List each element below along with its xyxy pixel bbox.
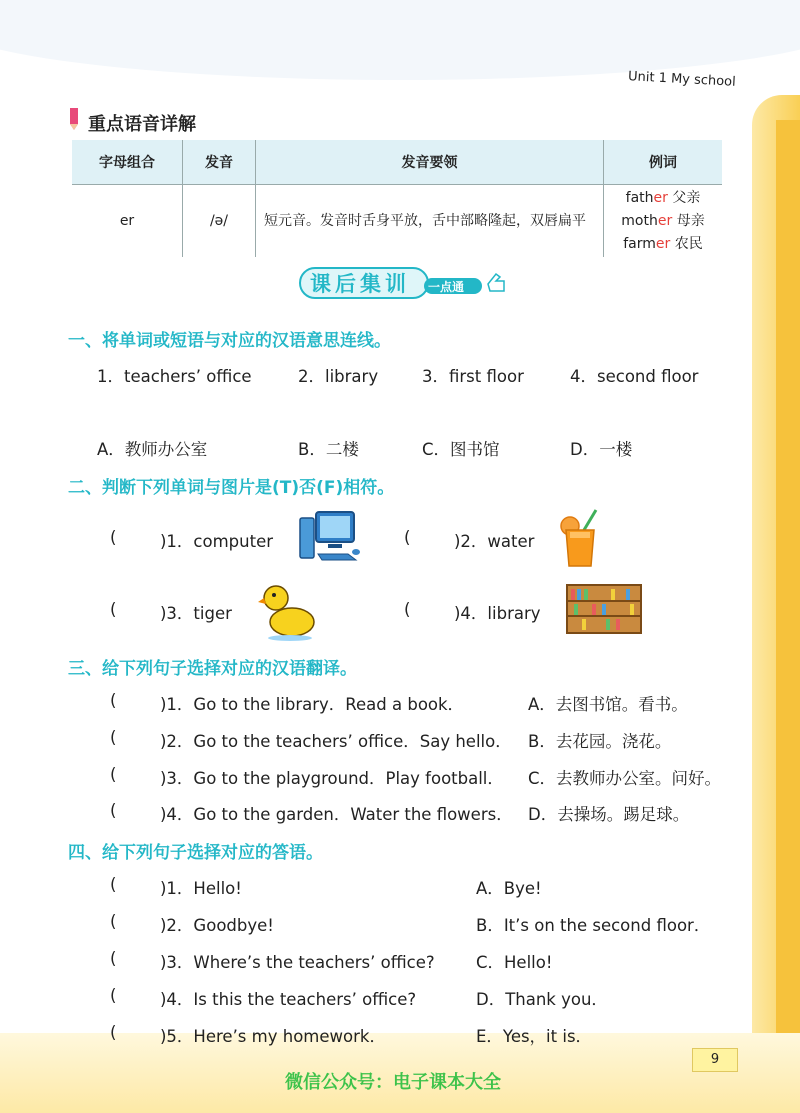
answer-blank[interactable]: (	[404, 528, 411, 547]
q4-title: 四、给下列句子选择对应的答语。	[68, 843, 323, 863]
q1-title: 一、将单词或短语与对应的汉语意思连线。	[68, 331, 391, 351]
duck-picture	[258, 578, 318, 642]
cell-examples	[604, 185, 723, 258]
training-subtitle: 一点通	[428, 280, 465, 294]
answer-blank[interactable]: (	[110, 986, 117, 1005]
q4-option: B．It’s on the second floor．	[476, 916, 711, 935]
header-examples: 例词	[604, 140, 723, 185]
watermark: 微信公众号：电子课本大全	[285, 1072, 501, 1093]
header-letters: 字母组合	[72, 140, 183, 185]
q3-sentence: )4．Go to the garden．Water the flowers．	[160, 805, 513, 824]
answer-blank[interactable]: (	[110, 765, 117, 784]
q4-sentence: )3．Where’s the teachers’ office?	[160, 953, 435, 972]
phonics-section-title: 重点语音详解	[88, 114, 196, 135]
q4-option: E．Yes，it is．	[476, 1027, 593, 1046]
q1-word: 4．second floor	[570, 367, 699, 386]
computer-picture	[298, 508, 362, 564]
q3-option: C．去教师办公室。问好。	[528, 769, 722, 788]
top-decoration	[0, 0, 800, 80]
training-title: 课后集训	[310, 272, 410, 296]
cell-letters: er	[72, 185, 183, 258]
answer-blank[interactable]: (	[110, 912, 117, 931]
answer-blank[interactable]: (	[404, 600, 411, 619]
q1-meaning: B．二楼	[298, 440, 359, 459]
page-number: 9	[692, 1048, 738, 1072]
phonics-table	[72, 140, 722, 257]
example-word: father 父亲	[625, 189, 701, 206]
pencil-icon	[66, 108, 82, 130]
q1-word: 2．library	[298, 367, 379, 386]
q4-sentence: )1．Hello!	[160, 879, 242, 898]
q4-sentence: )4．Is this the teachers’ office?	[160, 990, 417, 1009]
answer-blank[interactable]: (	[110, 728, 117, 747]
q4-option: D．Thank you．	[476, 990, 608, 1009]
unit-header: Unit 1 My school	[627, 69, 737, 90]
q3-option: B．去花园。浇花。	[528, 732, 672, 751]
q4-option: C．Hello!	[476, 953, 553, 972]
answer-blank[interactable]: (	[110, 528, 117, 547]
q4-sentence: )2．Goodbye!	[160, 916, 274, 935]
answer-blank[interactable]: (	[110, 691, 117, 710]
answer-blank[interactable]: (	[110, 949, 117, 968]
q1-meaning: D．一楼	[570, 440, 633, 459]
q4-sentence: )5．Here’s my homework．	[160, 1027, 386, 1046]
orange-juice-picture	[558, 508, 602, 568]
q3-title: 三、给下列句子选择对应的汉语翻译。	[68, 659, 357, 679]
q2-item: )4．library	[454, 604, 541, 623]
q4-option: A．Bye!	[476, 879, 542, 898]
answer-blank[interactable]: (	[110, 875, 117, 894]
q1-meaning: A．教师办公室	[97, 440, 208, 459]
answer-blank[interactable]: (	[110, 600, 117, 619]
bookshelf-picture	[566, 584, 642, 634]
header-sound: 发音	[183, 140, 256, 185]
q2-item: )2．water	[454, 532, 535, 551]
q1-word: 3．first floor	[422, 367, 524, 386]
answer-blank[interactable]: (	[110, 801, 117, 820]
example-word: farmer 农民	[623, 235, 703, 252]
q2-title: 二、判断下列单词与图片是(T)否(F)相符。	[68, 478, 395, 498]
q3-sentence: )2．Go to the teachers’ office．Say hello．	[160, 732, 512, 751]
q2-item: )3．tiger	[160, 604, 232, 623]
header-tips: 发音要领	[256, 140, 604, 185]
q3-sentence: )3．Go to the playground．Play football．	[160, 769, 504, 788]
answer-blank[interactable]: (	[110, 1023, 117, 1042]
q2-item: )1．computer	[160, 532, 274, 551]
q3-option: D．去操场。踢足球。	[528, 805, 690, 824]
page-edge-stripe	[776, 120, 800, 1050]
q3-option: A．去图书馆。看书。	[528, 695, 688, 714]
q1-meaning: C．图书馆	[422, 440, 500, 459]
cell-tips: 短元音。发音时舌身平放，舌中部略隆起，双唇扁平	[256, 185, 604, 258]
q3-sentence: )1．Go to the library．Read a book．	[160, 695, 465, 714]
example-word: mother 母亲	[621, 212, 705, 229]
cell-sound: /ə/	[183, 185, 256, 258]
q1-word: 1．teachers’ office	[97, 367, 252, 386]
